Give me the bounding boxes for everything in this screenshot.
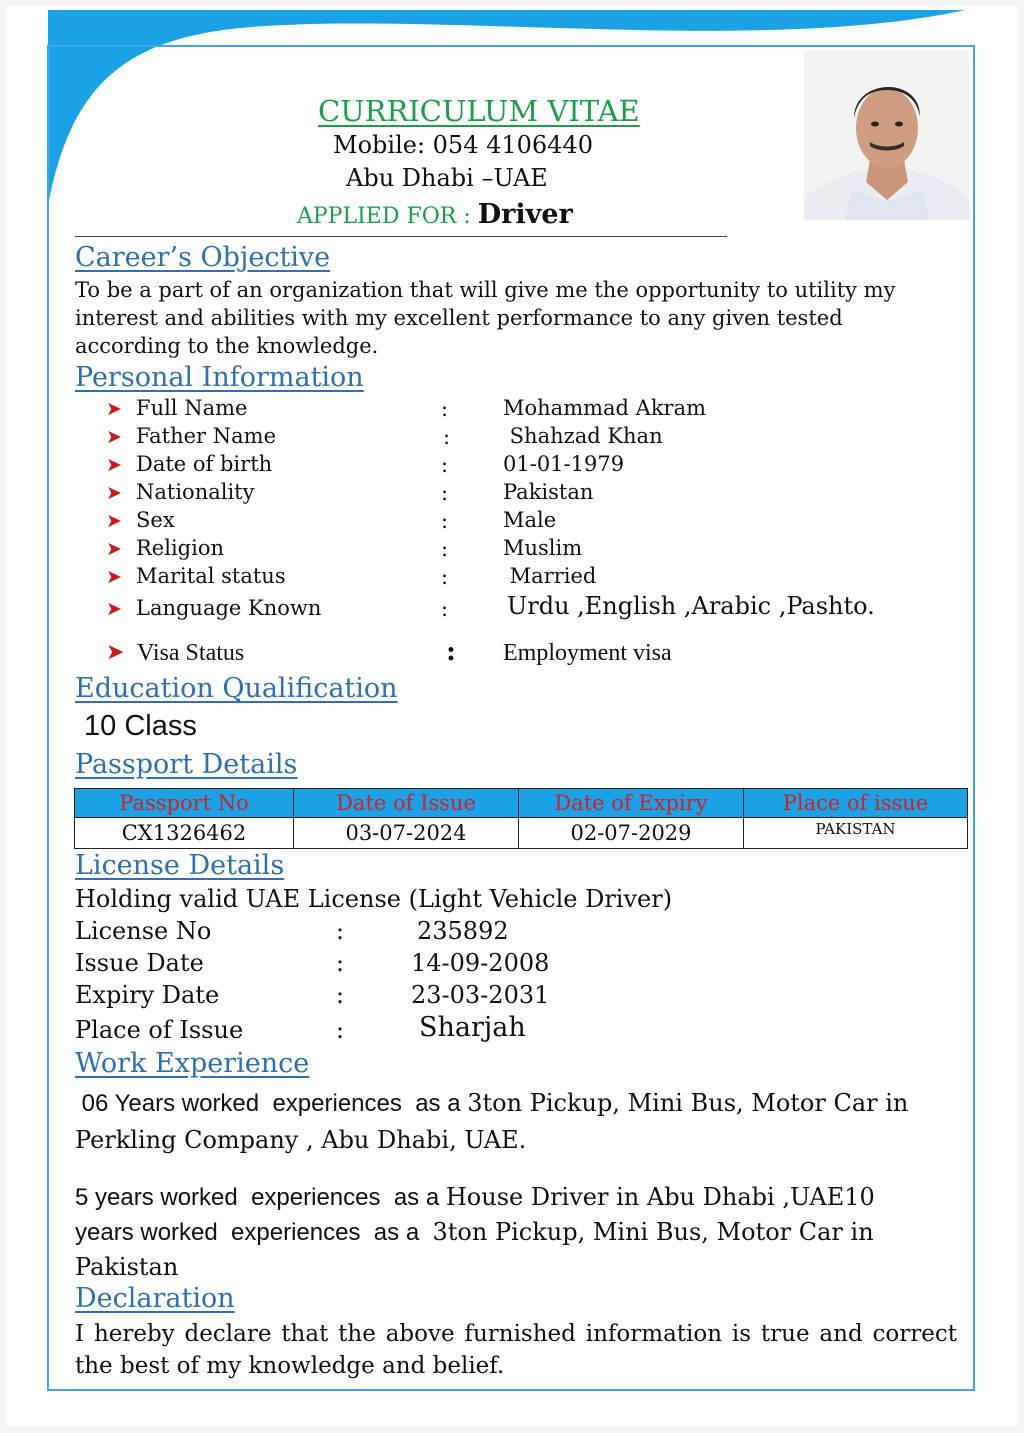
passport-col-header: Date of Issue [294,789,519,818]
bullet-arrow-icon: ➤ [106,454,122,476]
work-1-lead: 06 Years worked experiences as a [75,1090,468,1117]
bullet-arrow-icon: ➤ [106,398,122,420]
education-heading: Education Qualification [75,673,398,704]
work-3-detail: 3ton Pickup, Mini Bus, Motor Car in Pakistan [75,1218,874,1281]
personal-colon: : [441,509,449,533]
personal-label: Religion [136,536,224,560]
license-label: License No [75,917,212,945]
personal-value: Muslim [503,536,583,560]
personal-label: Father Name [136,424,277,448]
work-heading: Work Experience [75,1048,310,1079]
passport-table-row [75,818,968,849]
work-2-lead: 5 years worked experiences as a [75,1184,446,1211]
personal-label: Language Known [136,596,322,620]
objective-heading: Career’s Objective [75,242,331,273]
personal-label: Full Name [136,396,248,420]
license-colon: : [336,949,345,977]
bullet-arrow-icon: ➤ [106,482,122,504]
license-colon: : [336,917,345,945]
passport-cell: 02-07-2029 [519,818,744,849]
personal-colon: : [441,597,449,621]
work-1-detail: 3ton Pickup, Mini Bus, Motor Car in Perkling Company , Abu Dhabi, UAE. [75,1089,909,1154]
personal-label: Visa Status [137,640,245,666]
education-value: 10 Class [84,710,197,742]
personal-value: Urdu ,English ,Arabic ,Pashto. [507,592,875,620]
personal-colon: : [446,636,456,667]
personal-colon: : [443,425,451,449]
license-value: 235892 [417,917,509,945]
work-experience-1 [75,1085,960,1158]
bullet-arrow-icon: ➤ [106,566,122,588]
passport-cell: PAKISTAN [744,818,968,849]
license-heading: License Details [75,850,285,881]
personal-label: Sex [136,508,175,532]
personal-value: Shahzad Khan [503,424,663,448]
personal-heading: Personal Information [75,362,364,393]
passport-col-header: Passport No [75,789,294,818]
personal-label: Date of birth [136,452,273,476]
header-divider [75,236,727,237]
license-label: Expiry Date [75,981,220,1009]
work-3-lead: years worked experiences as a [75,1219,433,1246]
applied-for-value: Driver [477,199,573,230]
bullet-arrow-icon: ➤ [106,426,122,448]
personal-value: Pakistan [503,480,594,504]
bullet-arrow-icon: ➤ [106,640,125,665]
bullet-arrow-icon: ➤ [106,598,122,620]
passport-heading: Passport Details [75,749,298,780]
personal-colon: : [441,537,449,561]
mobile-number: Mobile: 054 4106440 [333,131,593,159]
objective-text: To be a part of an organization that will give me the opportunity to utility my interest and abilities with my excellent performance to any given tested according to the knowledge. [75,278,896,358]
personal-label: Nationality [136,480,255,504]
license-value: 14-09-2008 [411,949,550,977]
personal-value: Married [503,564,597,588]
personal-colon: : [441,453,449,477]
declaration-heading: Declaration [75,1283,235,1314]
passport-col-header: Place of issue [744,789,968,818]
work-2-detail: House Driver in Abu Dhabi ,UAE10 [445,1183,875,1211]
applied-for [297,199,573,230]
cv-title: CURRICULUM VITAE [318,94,640,128]
license-value: Sharjah [419,1012,526,1043]
location: Abu Dhabi –UAE [346,164,548,192]
license-colon: : [336,1016,345,1044]
personal-colon: : [441,565,449,589]
passport-table-header [75,789,968,818]
bullet-arrow-icon: ➤ [106,510,122,532]
license-colon: : [336,981,345,1009]
personal-value: Mohammad Akram [503,396,707,420]
license-label: Issue Date [75,949,204,977]
license-label: Place of Issue [75,1016,244,1044]
passport-cell: CX1326462 [75,818,294,849]
passport-cell: 03-07-2024 [294,818,519,849]
bullet-arrow-icon: ➤ [106,538,122,560]
passport-col-header: Date of Expiry [519,789,744,818]
license-intro: Holding valid UAE License (Light Vehicle Driver) [75,885,673,913]
declaration-text: I hereby declare that the above furnished information is true and correct the best of my knowledge and belief. [75,1321,957,1379]
passport-table [74,788,968,849]
personal-colon: : [441,397,449,421]
profile-photo [804,50,970,220]
work-experience-2 [75,1180,960,1285]
personal-colon: : [441,481,449,505]
personal-value: Male [503,508,557,532]
applied-for-label: APPLIED FOR : [297,204,478,229]
license-value: 23-03-2031 [411,981,550,1009]
personal-value: Employment visa [503,640,672,666]
personal-label: Marital status [136,564,286,588]
personal-value: 01-01-1979 [503,452,625,476]
